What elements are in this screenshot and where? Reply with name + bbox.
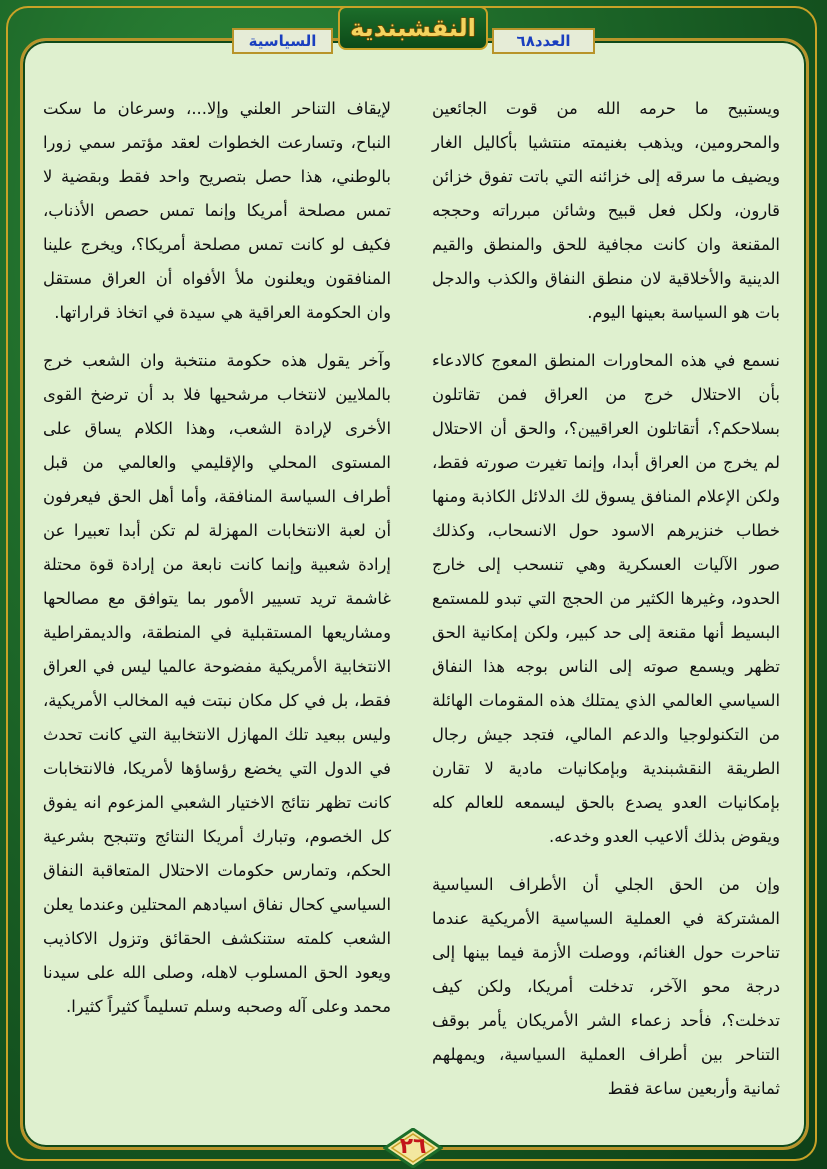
issue-label: العدد٦٨ (492, 28, 595, 54)
paragraph: وإن من الحق الجلي أن الأطراف السياسية المشتركة في العملية السياسية الأمريكية عندما تناحرت حول الغنائم، ووصلت الأزمة فيما بينها إلى درجة محو الآخر، تدخلت أمريكا، ولكن كيف تدخلت؟، فأحد زعماء الشر الأمريكان يأمر بوقف التناحر بين أطراف العملية السياسية، ويمهلهم ثمانية وأربعين ساعة فقط (432, 875, 780, 1098)
page-number-badge (383, 1128, 443, 1168)
article-column-left (43, 92, 391, 1038)
paragraph: ويستبيح ما حرمه الله من قوت الجائعين والمحرومين، ويذهب بغنيمته منتشيا بأكاليل الغار ويضيف ما سرقه إلى خزائنه التي باتت تفوق خزائن قارون، ولكل فعل قبيح وشائن مبرراته وحججه المقنعة وان كانت مجافية للحق والمنطق والقيم الدينية والأخلاقية لان منطق النفاق والكذب والدجل بات هو السياسة بعينها اليوم. (432, 99, 780, 322)
magazine-logo: النقشبندية (338, 6, 488, 50)
article-column-right (432, 92, 780, 1120)
paragraph: لإيقاف التناحر العلني وإلا...، وسرعان ما سكت النباح، وتسارعت الخطوات لعقد مؤتمر سمي زورا بالوطني، هذا حصل بتصريح واحد فقط وبقضية لا تمس مصلحة أمريكا وإنما تمس حصص الأذناب، فكيف لو كانت تمس مصلحة أمريكا؟، ويخرج علينا المنافقون ويعلنون ملأ الأفواه أن العراق مستقل وان الحكومة العراقية هي سيدة في اتخاذ قراراتها. (43, 99, 391, 322)
paragraph: نسمع في هذه المحاورات المنطق المعوج كالادعاء بأن الاحتلال خرج من العراق فمن تقاتلون بسلاحكم؟، أتقاتلون العراقيين؟، والحق أن الاحتلال لم يخرج من العراق أبدا، وإنما تغيرت صورته فقط، ولكن الإعلام المنافق يسوق لك الدلائل الكاذبة ومنها خطاب خنزيرهم الاسود حول الانسحاب، وكذلك صور الآليات العسكرية وهي تنسحب إلى خارج الحدود، وغيرها الكثير من الحجج التي تبدو للمستمع البسيط أنها مقنعة إلى حد كبير، ولكن إمكانية الحق تظهر ويسمع صوته إلى الناس بوجه هذا النفاق السياسي العالمي الذي يمتلك هذه المقومات الهائلة من التكنولوجيا والدعم المالي، فتجد جيش رجال الطريقة النقشبندية وبإمكانيات مادية لا تقارن بإمكانيات العدو يصدع بالحق ليسمعه للعالم كله ويقوض بذلك ألاعيب العدو وخدعه. (432, 351, 780, 846)
paragraph: وآخر يقول هذه حكومة منتخبة وان الشعب خرج بالملايين لانتخاب مرشحيها فلا بد أن ترضخ القوى الأخرى لإرادة الشعب، وهذا الكلام يساق على المستوى المحلي والإقليمي والعالمي من قبل أطراف السياسة المنافقة، وأما أهل الحق فيعرفون أن لعبة الانتخابات المهزلة لم تكن أبدا تعبيرا عن إرادة شعبية وإنما كانت نابعة من إرادة قوة محتلة غاشمة تريد تسيير الأمور بما يتوافق مع مصالحها ومشاريعها المستقبلية في المنطقة، والديمقراطية الانتخابية الأمريكية مفضوحة عالميا ليس في العراق فقط، بل في كل مكان نبتت فيه المخالب الأمريكية، وليس ببعيد تلك المهازل الانتخابية التي كانت تحدث في الدول التي يخضع رؤساؤها لأمريكا، فالانتخابات كانت تظهر نتائج الاختيار الشعبي المزعوم انه يفوق كل الخصوم، وتبارك أمريكا النتائج وتتبجح بشرعية الحكم، وتمارس حكومات الاحتلال المتعاقبة النفاق السياسي كحال نفاق اسيادهم المحتلين وعندما يعلن الشعب كلمته ستنكشف الحقائق وتزول الاكاذيب ويعود الحق المسلوب لاهله، وصلى الله على سيدنا محمد وعلى آله وصحبه وسلم تسليماً كثيراً كثيرا. (43, 351, 391, 1016)
page-number: ٢٦ (399, 1134, 427, 1159)
section-label: السياسية (232, 28, 333, 54)
